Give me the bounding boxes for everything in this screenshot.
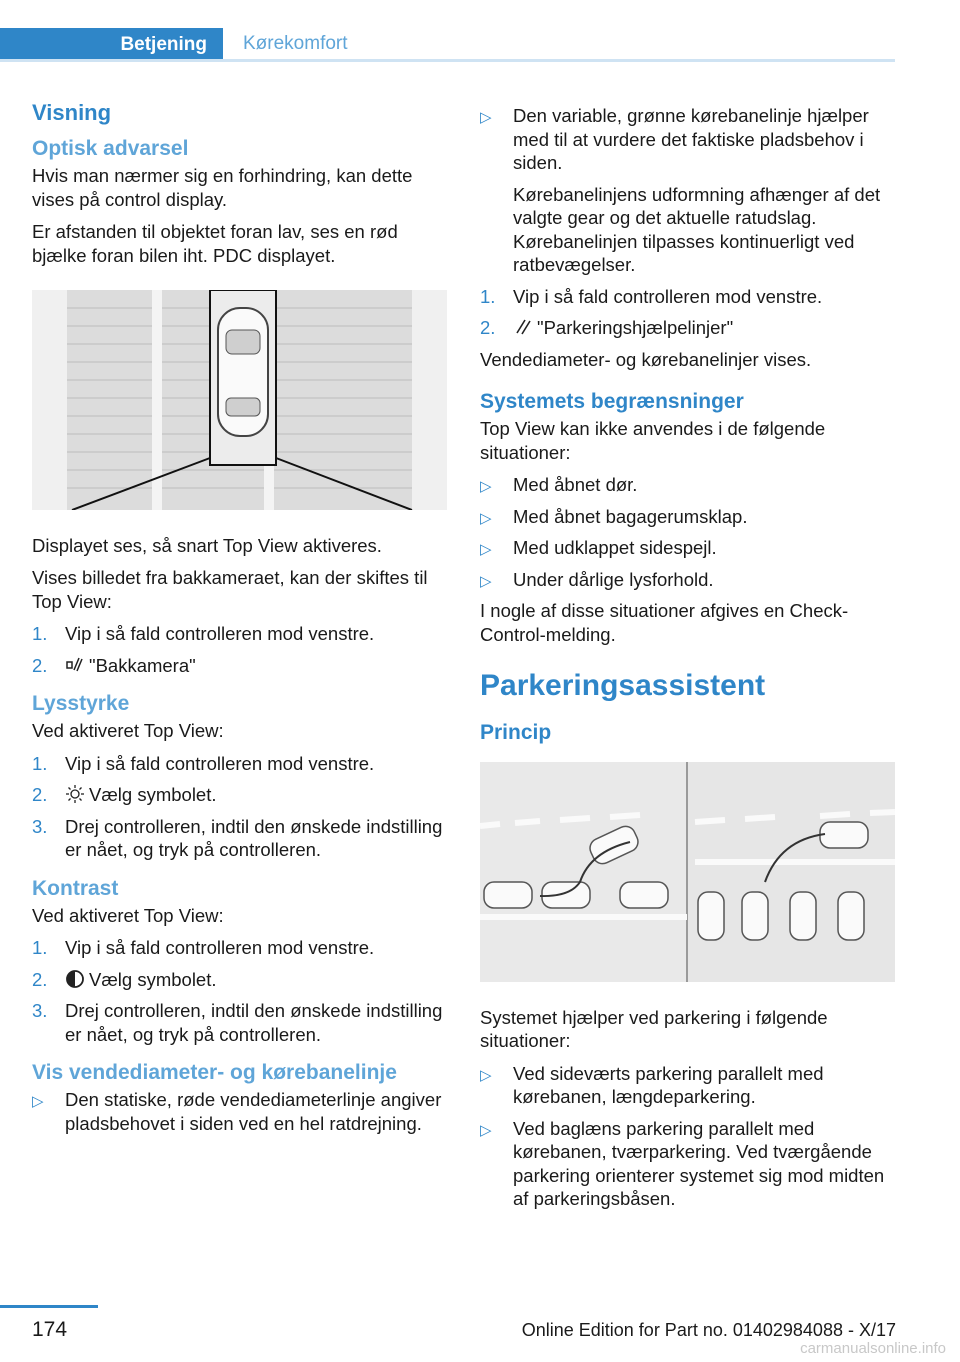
heading-lysstyrke: Lysstyrke (32, 692, 130, 715)
list-item: ▷ Med åbnet dør. (480, 473, 895, 497)
paragraph-systemet-hjaelper: Systemet hjælper ved parkering i følgende situationer: (480, 1006, 828, 1051)
bullet-marker: ▷ (480, 109, 492, 126)
list-item: ▷ Under dårlige lysforhold. (480, 568, 895, 592)
list-item: 2. Vælg symbolet. (32, 784, 217, 805)
bullets-vendediameter (32, 1088, 447, 1135)
tab-korekomfort[interactable]: Kørekomfort (243, 32, 348, 54)
tab-betjening[interactable]: Betjening (0, 28, 223, 62)
heading-princip: Princip (480, 721, 552, 744)
top-view-figure (32, 290, 447, 510)
paragraph-check-control: I nogle af disse situationer afgives en Check-Control-melding. (480, 600, 849, 645)
paragraph-display: Displayet ses, så snart Top View aktiveres. (32, 534, 382, 556)
contrast-icon (65, 969, 85, 989)
paragraph-optisk-1: Hvis man nærmer sig en forhindring, kan dette vises på control display. (32, 165, 413, 210)
right-column (480, 104, 895, 1219)
heading-vendediameter: Vis vendediameter- og kørebanelinje (32, 1061, 397, 1084)
watermark: carmanualsonline.info (800, 1340, 946, 1357)
steps-bakkamera (32, 622, 447, 677)
heading-optisk-advarsel: Optisk advarsel (32, 137, 189, 160)
camera-icon (65, 655, 85, 675)
paragraph-lysstyrke: Ved aktiveret Top View: (32, 720, 224, 741)
list-item: 3. Drej controlleren, indtil den ønskede indstilling er nået, og tryk på controlleren. (32, 815, 443, 860)
header-tabs (0, 28, 895, 62)
list-item: 2. "Bakkamera" (32, 654, 196, 676)
left-column (32, 100, 447, 1143)
bullets-korebanelinje (480, 104, 895, 277)
bullets-begraensninger (480, 473, 895, 591)
bullet-marker: ▷ (480, 1066, 492, 1084)
bullet-marker: ▷ (480, 541, 492, 558)
brightness-icon (65, 784, 85, 804)
heading-kontrast: Kontrast (32, 876, 119, 900)
bullet-marker: ▷ (32, 1093, 44, 1110)
list-item: 1. Vip i så fald controlleren mod venstre. (480, 285, 823, 307)
page-number: 174 (32, 1318, 68, 1341)
heading-systemets: Systemets begrænsninger (480, 390, 744, 413)
list-item: ▷ Med åbnet bagagerumsklap. (480, 505, 895, 529)
paragraph-vises: Vises billedet fra bakkameraet, kan der skiftes til Top View: (32, 567, 428, 612)
list-item: 3. Drej controlleren, indtil den ønskede indstilling er nået, og tryk på controlleren. (32, 1000, 443, 1045)
list-item: 1. Vip i så fald controlleren mod venstre. (32, 623, 375, 644)
guide-lines-icon (513, 317, 533, 337)
list-item: ▷ Ved baglæns parkering parallelt med kørebanen, tværparkering. Ved tværgående parkering orienterer systemet sig mod midten af parkeringsbåsen. (480, 1117, 885, 1209)
heading-visning: Visning (32, 100, 112, 125)
tab-underline (0, 59, 895, 62)
paragraph-topview: Top View kan ikke anvendes i de følgende situationer: (480, 418, 826, 463)
heading-parkeringsassistent: Parkeringsassistent (480, 669, 766, 702)
steps-kontrast (32, 936, 447, 1046)
list-item: 2. "Parkeringshjælpelinjer" (480, 317, 734, 338)
list-item: ▷ Den variable, grønne kørebanelinje hjælper med til at vurdere det faktiske pladsbehov i siden. Kørebanelinjens udformning afhænger af det valgte gear og det aktuelle ratudslag. Kørebanelinjen tilpasses kontinuerligt ved ratbevægelser. (480, 105, 881, 275)
paragraph-optisk-2: Er afstanden til objektet foran lav, ses en rød bjælke foran bilen iht. PDC displayet. (32, 221, 398, 266)
paragraph-vendediameter: Vendediameter- og kørebanelinjer vises. (480, 348, 812, 370)
list-item: 2. Vælg symbolet. (32, 968, 217, 990)
steps-parkeringslinjer (480, 285, 895, 340)
list-item: ▷ Ved sideværts parkering parallelt med kørebanen, længdeparkering. (480, 1062, 824, 1107)
parking-principle-figure (480, 762, 895, 982)
list-item: 1. Vip i så fald controlleren mod venstre. (32, 937, 375, 958)
list-item: 1. Vip i så fald controlleren mod venstre. (32, 752, 375, 774)
bullet-marker: ▷ (480, 1121, 492, 1139)
bullet-marker: ▷ (480, 572, 492, 590)
bullet-marker: ▷ (480, 509, 492, 527)
paragraph-kontrast: Ved aktiveret Top View: (32, 904, 224, 926)
steps-lysstyrke (32, 752, 447, 862)
footer-line (0, 1305, 98, 1308)
edition-text: Online Edition for Part no. 01402984088 - X/17 (521, 1320, 896, 1340)
list-item: ▷ Den statiske, røde vendediameterlinje angiver pladsbehovet i siden ved en hel ratdrejning. (32, 1089, 442, 1134)
list-item: ▷ Med udklappet sidespejl. (480, 536, 895, 560)
bullets-parkering (480, 1062, 895, 1211)
bullet-marker: ▷ (480, 478, 492, 495)
